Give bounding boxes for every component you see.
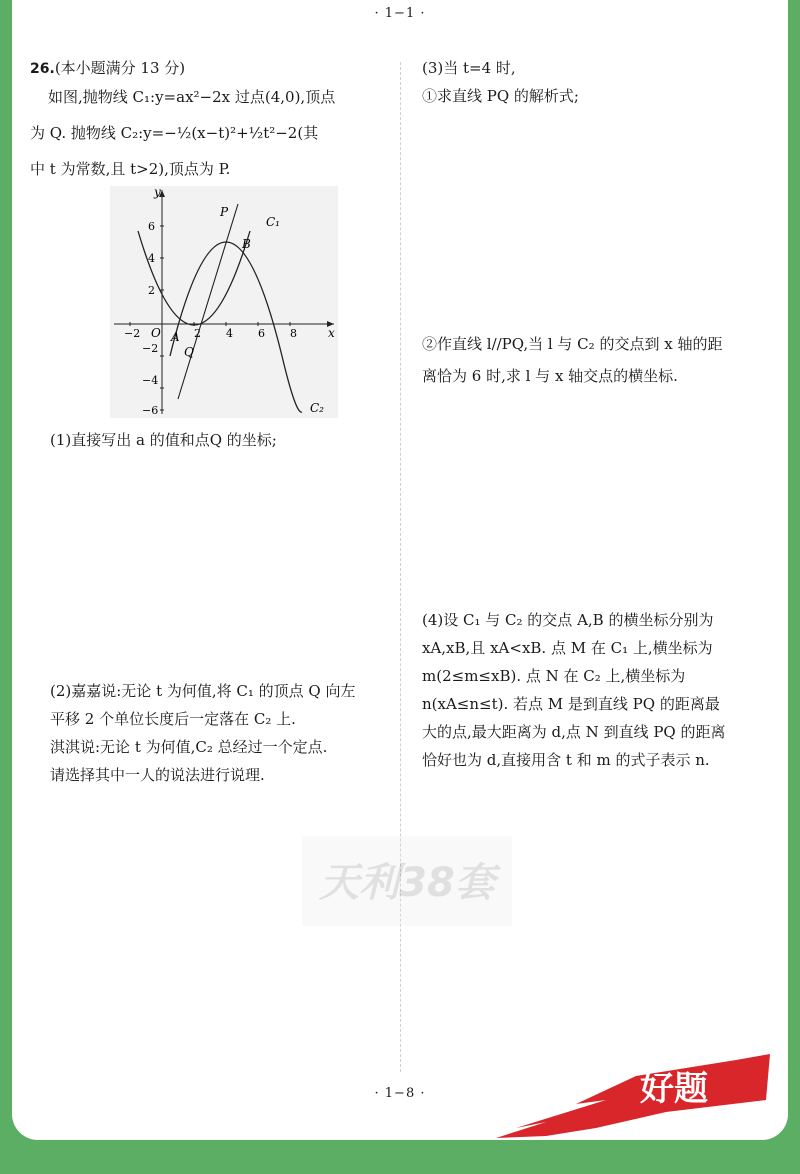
part-3-q2-line: ②作直线 l//PQ,当 l 与 C₂ 的交点到 x 轴的距 [422,335,723,353]
x-tick: −2 [124,327,141,340]
parabola-figure [110,186,338,418]
x-tick: 6 [258,327,265,340]
footer-page-number: · 1−8 · [374,1086,426,1101]
right-column [422,54,772,110]
problem-number: 26. [30,61,55,77]
x-tick: 2 [194,327,201,340]
part-3-q2-line: 离恰为 6 时,求 l 与 x 轴交点的横坐标. [422,367,678,385]
label-a: A [171,330,180,344]
part-2-line: (2)嘉嘉说:无论 t 为何值,将 C₁ 的顶点 Q 向左 [50,682,356,700]
left-column [30,54,396,183]
label-c1: C₁ [266,215,280,229]
part-2-line: 淇淇说:无论 t 为何值,C₂ 总经过一个定点. [50,738,328,756]
y-tick: −4 [142,374,159,387]
part-2-line: 请选择其中一人的说法进行说理. [50,766,265,784]
y-tick: 6 [148,220,155,233]
label-q: Q [184,345,194,359]
origin-label: O [151,326,161,340]
part-1: (1)直接写出 a 的值和点Q 的坐标; [50,431,277,449]
y-tick: −6 [142,404,159,417]
y-axis-label: y [154,186,161,199]
header-page-number: · 1−1 · [374,6,426,21]
badge-text: 好题 [640,1069,708,1109]
y-tick: −2 [142,342,159,355]
part-3-heading: (3)当 t=4 时, [422,59,516,77]
problem-heading [30,54,396,83]
x-tick: 8 [290,327,297,340]
label-b: B [242,237,251,251]
part-4-line: 大的点,最大距离为 d,点 N 到直线 PQ 的距离 [422,723,726,741]
part-2-line: 平移 2 个单位长度后一定落在 C₂ 上. [50,710,296,728]
x-tick: 4 [226,327,233,340]
part-2 [50,677,400,789]
good-problem-badge [486,1030,776,1150]
part-4-line: xA,xB,且 xA<xB. 点 M 在 C₁ 上,横坐标为 [422,639,713,657]
part-3-q2 [422,330,772,390]
part-4 [422,606,772,774]
y-tick: 2 [148,284,155,297]
page-sheet [12,0,788,1140]
part-4-line: (4)设 C₁ 与 C₂ 的交点 A,B 的横坐标分别为 [422,611,714,629]
watermark-logo [302,836,512,926]
part-4-line: 恰好也为 d,直接用含 t 和 m 的式子表示 n. [422,751,710,769]
problem-points: (本小题满分 13 分) [54,59,186,77]
stem-line-3: 中 t 为常数,且 t>2),顶点为 P. [30,160,231,178]
stem-line-2: 为 Q. 抛物线 C₂:y=−½(x−t)²+½t²−2(其 [30,124,319,142]
label-c2: C₂ [310,401,324,415]
stem-line-1: 如图,抛物线 C₁:y=ax²−2x 过点(4,0),顶点 [48,88,336,106]
y-tick: 4 [148,252,155,265]
part-4-line: m(2≤m≤xB). 点 N 在 C₂ 上,横坐标为 [422,667,686,685]
part-3-q1: ①求直线 PQ 的解析式; [422,87,579,105]
x-axis-label: x [328,326,335,340]
watermark-text: 天利38套 [319,860,495,906]
label-p: P [220,205,229,219]
part-4-line: n(xA≤n≤t). 若点 M 是到直线 PQ 的距离最 [422,695,720,713]
